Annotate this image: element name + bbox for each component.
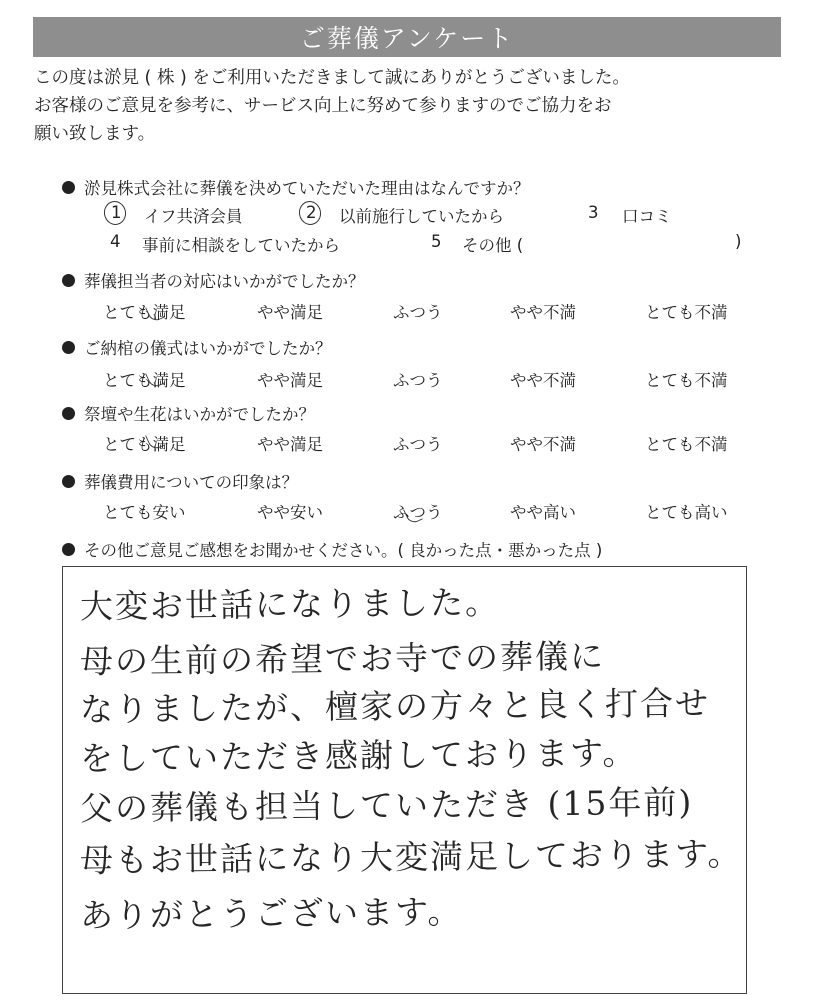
bullet-icon [62,475,75,488]
q3-option-neutral[interactable]: ふつう [393,371,443,390]
q2-option-neutral[interactable]: ふつう [393,303,443,322]
question-6 [62,537,602,561]
question-4 [62,401,315,425]
q1-option-5-number[interactable]: 5 [431,232,442,251]
question-3-text: ご納棺の儀式はいかがでしたか？ [84,339,332,358]
intro-line: この度は淤見 ( 株 ) をご利用いただきまして誠にありがとうございました。 [34,68,630,88]
handwritten-circle-mark [297,199,324,227]
bullet-icon [62,407,75,420]
comment-line: 母の生前の希望でお寺での葬儀に [79,636,606,681]
comment-line: ありがとうございます。 [79,891,463,935]
bullet-icon [62,181,75,194]
q3-option-very-satisfied[interactable]: とても満足 [103,371,186,390]
q5-option-somewhat-expensive[interactable]: やや高い [510,503,576,522]
q1-option-2-number[interactable]: 2 [306,203,317,222]
survey-title-bar [33,17,781,57]
survey-title: ご葬儀アンケート [299,24,515,53]
handwritten-circle-mark [102,199,129,227]
q1-option-5-close: ) [735,232,742,251]
q1-option-5[interactable]: その他 ( [462,236,524,255]
q2-option-very-satisfied[interactable]: とても満足 [103,303,186,322]
q3-option-very-dissatisfied[interactable]: とても不満 [645,371,728,390]
q4-option-very-dissatisfied[interactable]: とても不満 [645,435,728,454]
q5-option-very-cheap[interactable]: とても安い [103,503,186,522]
q4-option-somewhat-satisfied[interactable]: やや満足 [257,435,323,454]
question-2 [62,268,365,292]
comment-line: 父の葬儀も担当していただき (15年前) [79,782,694,828]
q5-option-neutral[interactable]: ふつう [393,503,443,522]
comment-line: 大変お世話になりました。 [79,582,501,626]
question-1-text: 淤見株式会社に葬儀を決めていただいた理由はなんですか？ [84,179,530,198]
q3-option-somewhat-dissatisfied[interactable]: やや不満 [510,371,576,390]
bullet-icon [62,543,75,556]
q3-option-somewhat-satisfied[interactable]: やや満足 [257,371,323,390]
q2-option-somewhat-dissatisfied[interactable]: やや不満 [510,303,576,322]
bullet-icon [62,274,75,287]
q5-option-somewhat-cheap[interactable]: やや安い [257,503,323,522]
comment-line: なりましたが、檀家の方々と良く打合せ [79,683,711,729]
bullet-icon [62,341,75,354]
q1-option-4[interactable]: 事前に相談をしていたから [142,236,340,255]
comment-line: をしていただき感謝しております。 [79,733,638,778]
q1-option-2[interactable]: 以前施行していたから [339,207,504,226]
q4-option-somewhat-dissatisfied[interactable]: やや不満 [510,435,576,454]
q1-option-4-number[interactable]: 4 [110,232,121,251]
question-5 [62,469,298,493]
q1-option-1-number[interactable]: 1 [111,203,122,222]
intro-line: お客様のご意見を参考に、サービス向上に努めて参りますのでご協力をお [34,96,612,116]
question-6-text: その他ご意見ご感想をお聞かせください。( 良かった点・悪かった点 ) [84,541,603,560]
q1-option-1[interactable]: イフ共済会員 [144,207,243,226]
intro-line: 願い致します。 [34,124,156,144]
question-2-text: 葬儀担当者の対応はいかがでしたか？ [84,272,365,291]
q4-option-neutral[interactable]: ふつう [393,435,443,454]
q4-option-very-satisfied[interactable]: とても満足 [103,435,186,454]
q1-option-3[interactable]: 口コミ [622,207,672,226]
q2-option-very-dissatisfied[interactable]: とても不満 [645,303,728,322]
intro-text [34,64,784,148]
q5-option-very-expensive[interactable]: とても高い [645,503,728,522]
question-4-text: 祭壇や生花はいかがでしたか？ [84,405,315,424]
question-3 [62,335,332,359]
question-1 [62,175,530,199]
question-5-text: 葬儀費用についての印象は？ [84,473,299,492]
comment-line: 母もお世話になり大変満足しております。 [79,834,743,880]
q1-option-3-number[interactable]: 3 [588,203,599,222]
q2-option-somewhat-satisfied[interactable]: やや満足 [257,303,323,322]
